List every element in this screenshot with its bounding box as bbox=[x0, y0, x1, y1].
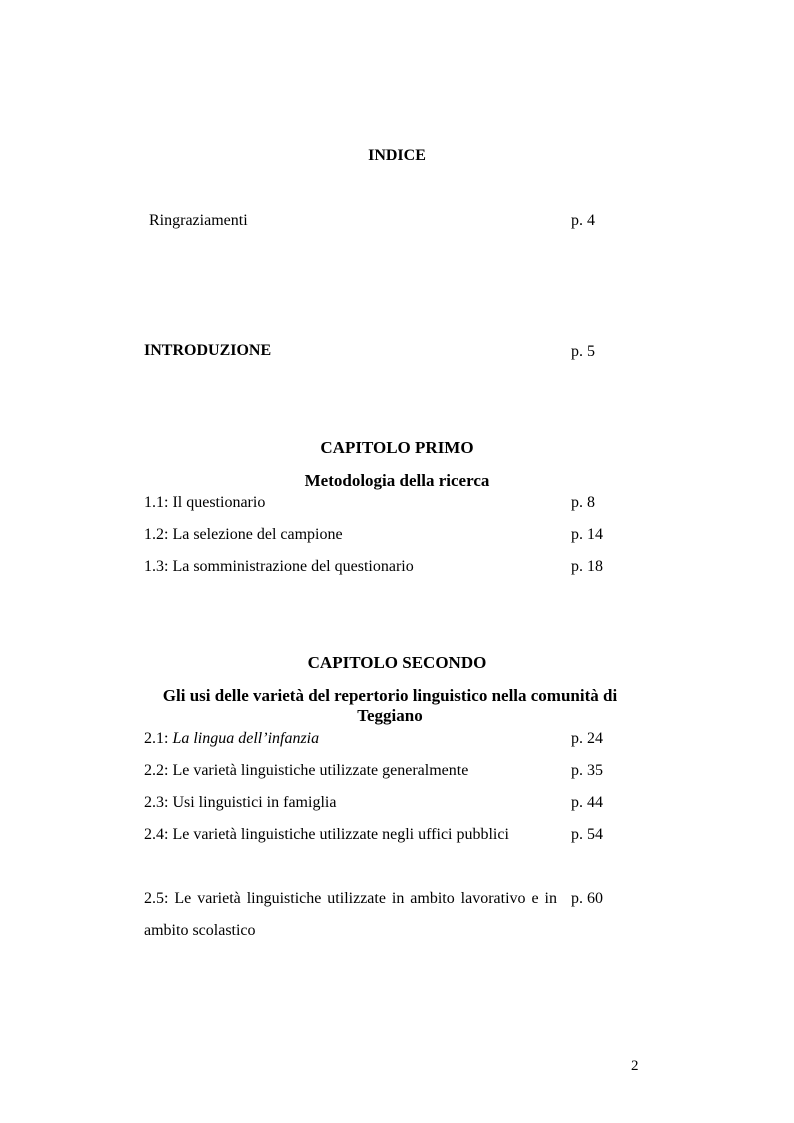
toc-entry-1-1: 1.1: Il questionario bbox=[144, 494, 266, 511]
page-title: INDICE bbox=[368, 147, 426, 164]
toc-page-2-3: p. 44 bbox=[571, 794, 603, 811]
toc-label-ringraziamenti: Ringraziamenti bbox=[149, 212, 248, 229]
chapter-1-title: CAPITOLO PRIMO bbox=[320, 438, 474, 457]
toc-page-1-3: p. 18 bbox=[571, 558, 603, 575]
toc-label-introduzione: INTRODUZIONE bbox=[144, 342, 272, 359]
toc-entry-2-5: 2.5: Le varietà linguistiche utilizzate in ambito lavorativo e in ambito scolastico bbox=[144, 890, 557, 939]
toc-entry-1-2: 1.2: La selezione del campione bbox=[144, 526, 343, 543]
toc-entry-2-1-number: 2.1: bbox=[144, 730, 169, 747]
toc-page-2-4: p. 54 bbox=[571, 826, 603, 843]
chapter-1-subtitle: Metodologia della ricerca bbox=[304, 471, 490, 490]
chapter-2-subtitle: Gli usi delle varietà del repertorio linguistico nella comunità di Teggiano bbox=[162, 686, 618, 725]
toc-entry-2-1 bbox=[144, 729, 319, 749]
toc-entry-2-2: 2.2: Le varietà linguistiche utilizzate generalmente bbox=[144, 762, 469, 779]
toc-page-ringraziamenti: p. 4 bbox=[571, 212, 595, 229]
chapter-2-title: CAPITOLO SECONDO bbox=[307, 653, 487, 672]
toc-page-2-1: p. 24 bbox=[571, 730, 603, 747]
toc-page-1-2: p. 14 bbox=[571, 526, 603, 543]
toc-page-2-2: p. 35 bbox=[571, 762, 603, 779]
toc-page-1-1: p. 8 bbox=[571, 494, 595, 511]
page-number: 2 bbox=[631, 1058, 639, 1074]
toc-entry-1-3: 1.3: La somministrazione del questionario bbox=[144, 558, 414, 575]
toc-entry-2-1-title: La lingua dell’infanzia bbox=[172, 730, 320, 747]
toc-page-introduzione: p. 5 bbox=[571, 343, 595, 360]
toc-page-2-5: p. 60 bbox=[571, 890, 603, 907]
toc-entry-2-4: 2.4: Le varietà linguistiche utilizzate negli uffici pubblici bbox=[144, 826, 509, 843]
toc-entry-2-3: 2.3: Usi linguistici in famiglia bbox=[144, 794, 337, 811]
